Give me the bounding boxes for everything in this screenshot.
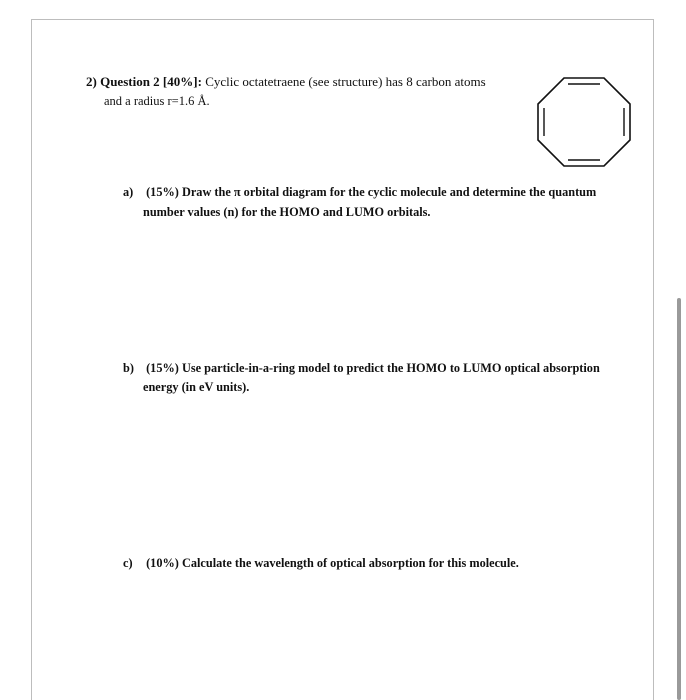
- part-c: [123, 554, 519, 572]
- question-intro-line2: and a radius r=1.6 Å.: [104, 94, 210, 108]
- part-b-percent: (15%): [146, 361, 179, 375]
- part-a: [123, 183, 596, 201]
- part-b-line2: energy (in eV units).: [143, 380, 250, 394]
- part-a-line1: Draw the π orbital diagram for the cyclic molecule and determine the quantum: [181, 185, 597, 199]
- part-a-line2: number values (n) for the HOMO and LUMO orbitals.: [143, 205, 431, 219]
- part-a-label: a): [123, 185, 134, 199]
- cyclooctatetraene-structure-icon: [534, 72, 634, 172]
- question-number: 2): [86, 74, 97, 89]
- part-b-label: b): [123, 361, 134, 375]
- vertical-scrollbar[interactable]: [677, 298, 681, 700]
- question-heading: [86, 74, 486, 90]
- part-b-line1: Use particle-in-a-ring model to predict the HOMO to LUMO optical absorption: [181, 361, 600, 375]
- part-c-line1: Calculate the wavelength of optical absorption for this molecule.: [181, 556, 519, 570]
- question-intro-line1: Cyclic octatetraene (see structure) has 8 carbon atoms: [205, 74, 486, 89]
- part-c-percent: (10%): [146, 556, 179, 570]
- part-a-percent: (15%): [146, 185, 179, 199]
- question-title: Question 2 [40%]:: [100, 74, 202, 89]
- part-c-label: c): [123, 556, 133, 570]
- part-b: [123, 359, 600, 377]
